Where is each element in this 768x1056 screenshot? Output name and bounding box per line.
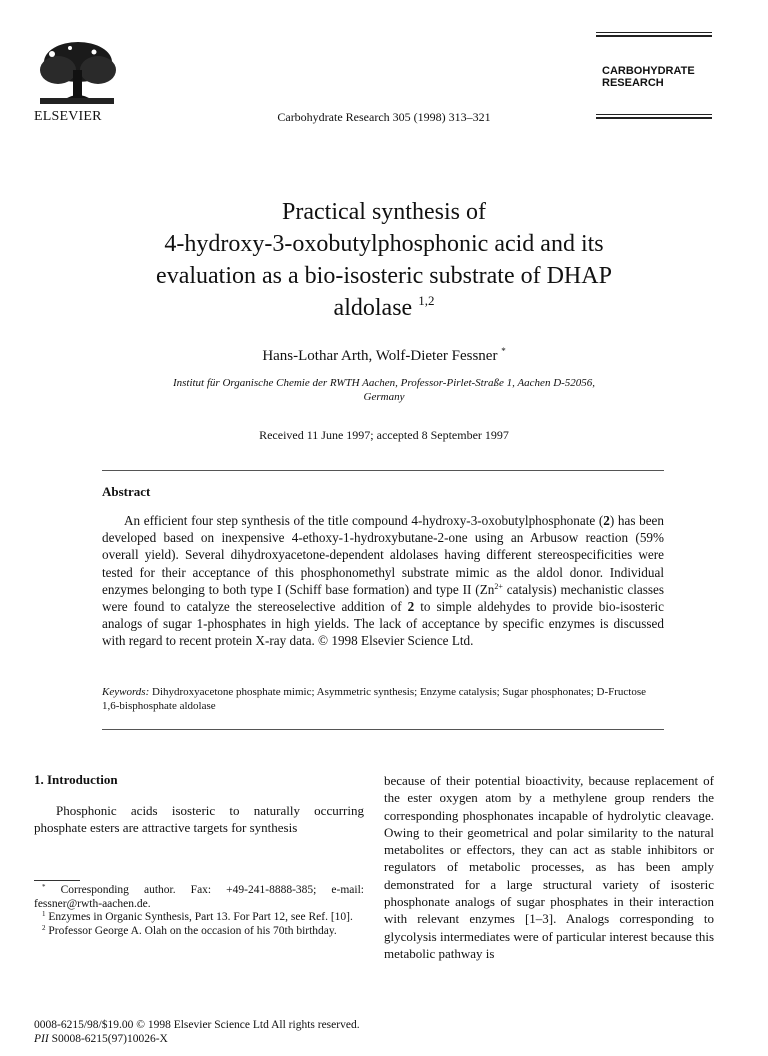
section-heading: 1. Introduction [34, 772, 118, 787]
abstract-part: ) has been developed based on inexpensive 4-ethoxy-1-hydroxybutane-2-one using an Arbusow reaction (59% overall yield). Several dihydroxyacetone-dependent aldolases having different stereospecificities were tested for their acceptance of this phosphonomethyl substrate mimic as the aldol donor. Individual enzymes belonging to both type I (Schiff base formation) and type II (Zn [102, 513, 664, 597]
footnotes [34, 884, 364, 938]
received-dates: Received 11 June 1997; accepted 8 September 1997 [259, 428, 509, 442]
footnote-text: Enzymes in Organic Synthesis, Part 13. For Part 12, see Ref. [10]. [45, 911, 353, 924]
affiliation [100, 376, 668, 404]
journal-name-line2: RESEARCH [602, 77, 664, 89]
abstract-part: catalysis) mechanistic classes were found to catalyze the stereoselective addition of [102, 581, 664, 615]
publisher-name: ELSEVIER [34, 109, 102, 124]
title-line-4: aldolase [333, 295, 413, 321]
elsevier-tree-icon [34, 40, 120, 106]
right-column-text: because of their potential bioactivity, because replacement of the ester oxygen atom by a methylene group renders the corresponding phosphonates incapable of hydrolytic cleavage. Owing to their geometrical and polar similarity to the natural metabolites or effectors, they can act as stable inhibitors or regulators of metabolic processes, as has been amply demonstrated for a large structural variety of isosteric phosphonate analogs of sugar phosphates in their interaction with relevant enzymes [1–3]. Analogs corresponding to glycolysis intermediates were of particular interest because this metabolic pathway is [384, 773, 714, 961]
author-list [0, 346, 768, 365]
left-column-text: Phosphonic acids isosteric to naturally occurring phosphate esters are attractive targets for synthesis [34, 803, 364, 836]
journal-masthead [596, 32, 712, 89]
journal-citation: Carbohydrate Research 305 (1998) 313–321 [277, 110, 491, 124]
keywords-list: Dihydroxyacetone phosphate mimic; Asymmetric synthesis; Enzyme catalysis; Sugar phosphonates; D-Fructose 1,6-bisphosphate aldolase [102, 686, 647, 712]
keywords [102, 685, 664, 713]
pii-value: S0008-6215(97)10026-X [48, 1033, 168, 1045]
title-line-1: Practical synthesis of [282, 199, 486, 225]
compound-number: 2 [407, 599, 415, 615]
footnote-text: Corresponding author. Fax: +49-241-8888-385; e-mail: fessner@rwth-aachen.de. [34, 884, 364, 910]
journal-name-line1: CARBOHYDRATE [602, 65, 695, 77]
abstract-part: An efficient four step synthesis of the title compound 4-hydroxy-3-oxobutylphosphonate ( [124, 513, 604, 528]
authors: Hans-Lothar Arth, Wolf-Dieter Fessner [262, 348, 498, 364]
keywords-label: Keywords: [102, 686, 150, 698]
footnote-mark: 1 [42, 910, 46, 919]
copyright-line: 0008-6215/98/$19.00 © 1998 Elsevier Science Ltd All rights reserved. [34, 1019, 360, 1031]
title-footnote-marks: 1,2 [418, 293, 435, 308]
pii-label: PII [34, 1033, 49, 1045]
affiliation-line-2: Germany [363, 391, 405, 403]
charge-superscript: 2+ [494, 581, 503, 591]
affiliation-line-1: Institut für Organische Chemie der RWTH Aachen, Professor-Pirlet-Straße 1, Aachen D-52056, [172, 377, 596, 389]
divider [102, 470, 664, 471]
divider [102, 729, 664, 730]
footnote [34, 911, 364, 925]
title-line-2: 4-hydroxy-3-oxobutylphosphonic acid and its [164, 231, 604, 257]
compound-number: 2 [603, 513, 610, 528]
journal-masthead-rule [596, 114, 712, 119]
footnote [34, 884, 364, 911]
footnote-mark: * [42, 883, 46, 891]
page-footer [34, 1018, 360, 1046]
corresponding-author-mark: * [501, 346, 506, 356]
title-line-3: evaluation as a bio-isosteric substrate of DHAP [156, 263, 612, 289]
abstract-heading: Abstract [102, 484, 151, 499]
abstract-part: to simple aldehydes to provide bio-isosteric analogs of sugar 1-phosphates in high yields. The lack of acceptance by specific enzymes is discussed with regard to recent protein X-ray data. © 1998 Elsevier Science Ltd. [102, 599, 664, 649]
footnote [34, 925, 364, 939]
footnote-text: Professor George A. Olah on the occasion of his 70th birthday. [45, 924, 337, 937]
footnote-mark: 2 [42, 923, 46, 932]
abstract-text [102, 512, 664, 650]
article-title [80, 196, 688, 324]
footnote-rule [34, 880, 80, 881]
